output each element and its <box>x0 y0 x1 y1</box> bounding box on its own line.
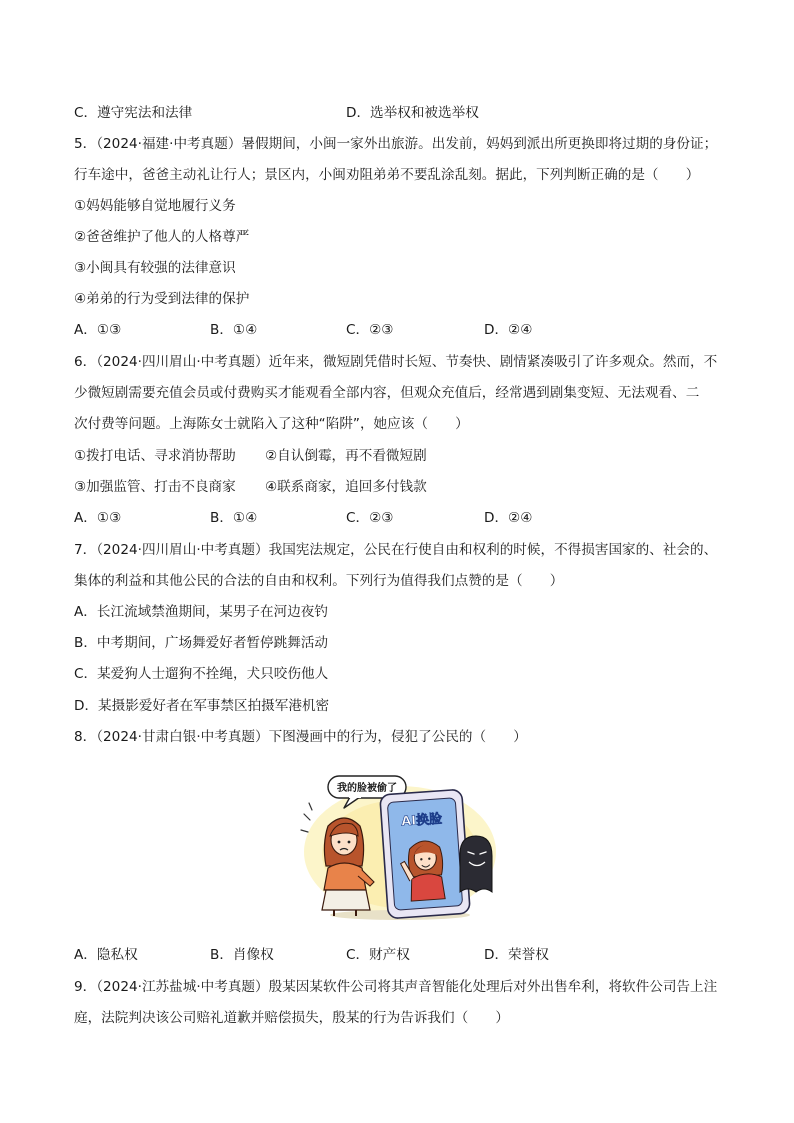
q6-option-a: A．①③ <box>74 510 122 526</box>
q5-stem-line-1: 5．（2024·福建·中考真题）暑假期间，小闽一家外出旅游。出发前，妈妈到派出所更换即将过期的身份证； <box>74 136 718 152</box>
q5-option-c: C．②③ <box>346 322 394 338</box>
q8-option-a: A．隐私权 <box>74 947 138 963</box>
q6-statement-4: ④联系商家，追回多付钱款 <box>265 479 427 495</box>
q6-option-d: D．②④ <box>484 510 533 526</box>
q6-stem-line-2: 少微短剧需要充值会员或付费购买才能观看全部内容，但观众充值后，经常遇到剧集变短、无法观看、二 <box>74 385 700 401</box>
ai-face-swap-cartoon <box>300 770 500 922</box>
q7-stem-line-2: 集体的利益和其他公民的合法的自由和权利。下列行为值得我们点赞的是（ ） <box>74 573 564 589</box>
q9-stem-line-1: 9．（2024·江苏盐城·中考真题）殷某因某软件公司将其声音智能化处理后对外出售牟利，将软件公司告上注 <box>74 979 718 995</box>
q5-statement-1: ①妈妈能够自觉地履行义务 <box>74 198 236 214</box>
q4-option-d: D．选举权和被选举权 <box>346 105 479 121</box>
q6-stem-line-1: 6．（2024·四川眉山·中考真题）近年来，微短剧凭借时长短、节奏快、剧情紧凑吸引了许多观众。然而，不 <box>74 354 718 370</box>
q7-option-d: D．某摄影爱好者在军事禁区拍摄军港机密 <box>74 698 330 714</box>
q7-option-b: B．中考期间，广场舞爱好者暂停跳舞活动 <box>74 635 329 651</box>
q8-option-c: C．财产权 <box>346 947 410 963</box>
q4-option-c: C．遵守宪法和法律 <box>74 105 193 121</box>
q5-option-d: D．②④ <box>484 322 533 338</box>
q6-stem-line-3: 次付费等问题。上海陈女士就陷入了这种“陷阱”，她应该（ ） <box>74 416 469 432</box>
q5-option-b: B．①④ <box>210 322 258 338</box>
hacker-shadow-figure <box>460 836 492 892</box>
phone-frame <box>380 789 470 918</box>
q9-stem-line-2: 庭，法院判决该公司赔礼道歉并赔偿损失，殷某的行为告诉我们（ ） <box>74 1010 509 1026</box>
q5-option-a: A．①③ <box>74 322 122 338</box>
bubble-text: 我的脸被偷了 <box>337 783 397 794</box>
q5-statement-3: ③小闽具有较强的法律意识 <box>74 260 236 276</box>
q8-option-d: D．荣誉权 <box>484 947 549 963</box>
q6-option-c: C．②③ <box>346 510 394 526</box>
q5-stem-line-2: 行车途中，爸爸主动礼让行人；景区内，小闽劝阻弟弟不要乱涂乱刻。据此，下列判断正确的是（ ） <box>74 167 700 183</box>
q6-statement-2: ②自认倒霉，再不看微短剧 <box>265 448 427 464</box>
q8-option-b: B．肖像权 <box>210 947 274 963</box>
q8-stem: 8．（2024·甘肃白银·中考真题）下图漫画中的行为，侵犯了公民的（ ） <box>74 729 527 745</box>
screen-label: AI换脸 <box>400 811 443 830</box>
q5-statement-4: ④弟弟的行为受到法律的保护 <box>74 291 250 307</box>
q7-option-a: A．长江流域禁渔期间，某男子在河边夜钓 <box>74 604 328 620</box>
q7-stem-line-1: 7．（2024·四川眉山·中考真题）我国宪法规定，公民在行使自由和权利的时候，不得损害国家的、社会的、 <box>74 542 718 558</box>
q6-statement-1: ①拨打电话、寻求消协帮助 <box>74 448 236 464</box>
q5-statement-2: ②爸爸维护了他人的人格尊严 <box>74 229 250 245</box>
q6-option-b: B．①④ <box>210 510 258 526</box>
q6-statement-3: ③加强监管、打击不良商家 <box>74 479 236 495</box>
q7-option-c: C．某爱狗人士遛狗不拴绳，犬只咬伤他人 <box>74 666 329 682</box>
